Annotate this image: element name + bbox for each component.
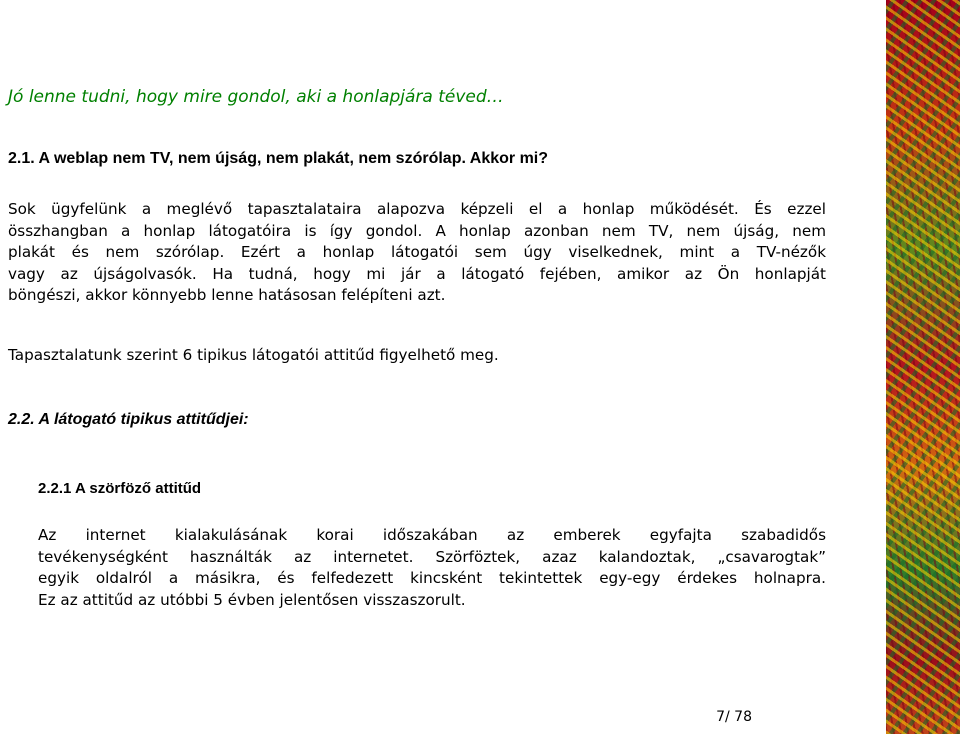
- intro-line: Jó lenne tudni, hogy mire gondol, aki a honlapjára téved…: [8, 87, 504, 107]
- paragraph-line: Sok ügyfelünk a meglévő tapasztalataira alapozva képzeli el a honlap működését. És ezzel: [8, 200, 826, 218]
- paragraph-line: Az internet kialakulásának korai időszakában az emberek egyfajta szabadidős: [38, 526, 826, 544]
- section-2-1-paragraph: [8, 199, 826, 307]
- page-number: 7/ 78: [716, 709, 752, 725]
- section-heading-2-2: 2.2. A látogató tipikus attitűdjei:: [8, 411, 249, 428]
- paragraph-line: vagy az újságolvasók. Ha tudná, hogy mi jár a látogató fejében, amikor az Ön honlapját: [8, 264, 826, 283]
- subsection-heading-2-2-1: 2.2.1 A szörföző attitűd: [38, 480, 202, 497]
- paragraph-line: Ez az attitűd az utóbbi 5 évben jelentősen visszaszorult.: [38, 590, 466, 609]
- paragraph-line: egyik oldalról a másikra, és felfedezett kincsként tekintettek egy-egy érdekes holnapra.: [38, 569, 826, 588]
- paragraph-line: plakát és nem szórólap. Ezért a honlap látogatói sem úgy viselkednek, mint a TV-nézők: [8, 243, 826, 262]
- subsection-paragraph: [38, 525, 826, 611]
- paragraph-line: összhangban a honlap látogatóira is így gondol. A honlap azonban nem TV, nem újság, nem: [8, 221, 826, 240]
- summary-line: Tapasztalatunk szerint 6 tipikus látogatói attitűd figyelhető meg.: [8, 346, 499, 364]
- paragraph-line: böngészi, akkor könnyebb lenne hatásosan felépíteni azt.: [8, 286, 446, 305]
- paragraph-line: tevékenységként használták az internetet. Szörföztek, azaz kalandoztak, „csavarogtak”: [38, 547, 826, 566]
- section-heading-2-1: 2.1. A weblap nem TV, nem újság, nem plakát, nem szórólap. Akkor mi?: [8, 150, 549, 167]
- decorative-texture-border: [886, 0, 960, 734]
